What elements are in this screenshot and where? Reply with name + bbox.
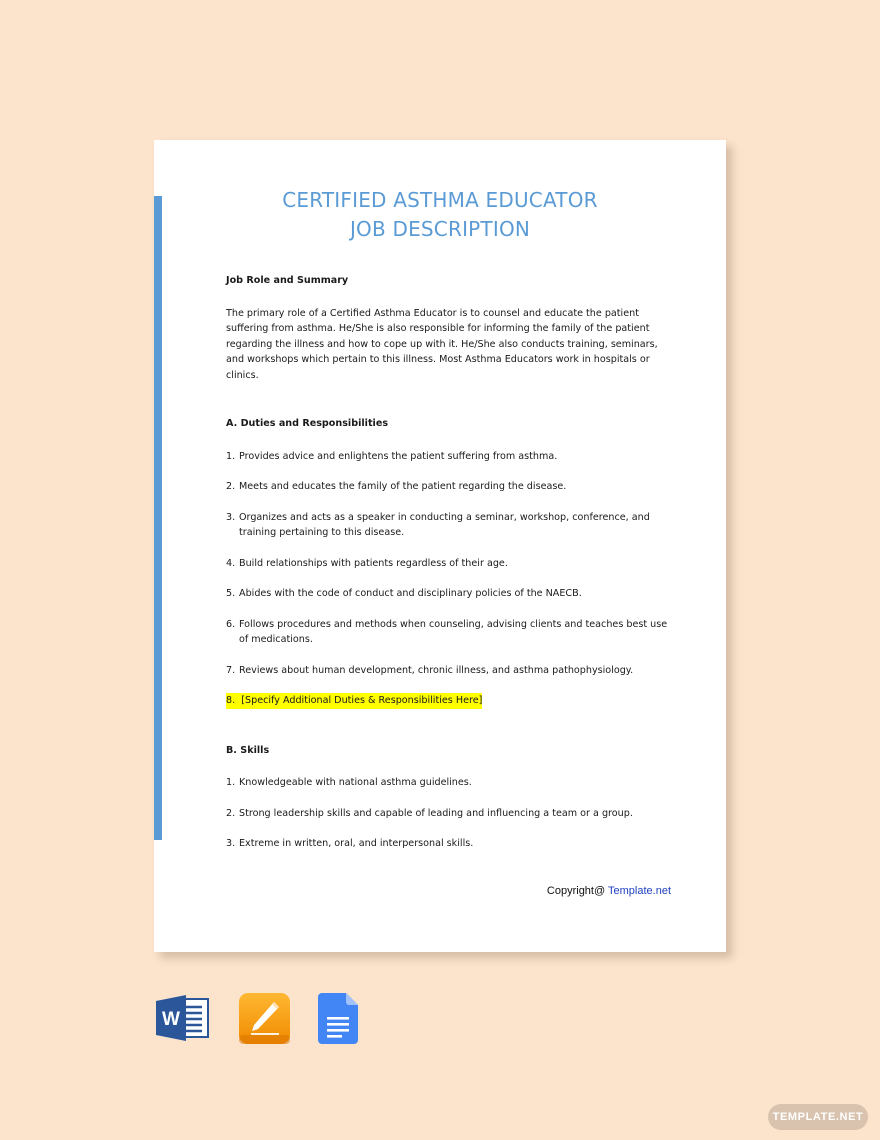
- accent-side-bar: [154, 196, 162, 840]
- document-page: [154, 140, 726, 952]
- item-number: 2.: [226, 807, 236, 819]
- copyright-notice: [547, 885, 671, 897]
- item-number: 6.: [226, 618, 236, 630]
- list-item: [226, 479, 676, 495]
- skills-list: [226, 775, 676, 852]
- item-number: 5.: [226, 588, 236, 599]
- item-number: 3.: [226, 838, 236, 849]
- svg-text:W: W: [162, 1009, 180, 1030]
- item-text: Strong leadership skills and capable of leading and influencing a team or a group.: [239, 807, 633, 819]
- item-number: 4.: [226, 557, 236, 569]
- item-text: Reviews about human development, chronic illness, and asthma pathophysiology.: [239, 664, 634, 676]
- word-icon[interactable]: [156, 995, 210, 1041]
- list-item: [226, 617, 676, 648]
- document-body: [226, 273, 676, 852]
- item-number: 1.: [226, 450, 236, 462]
- item-number: 1.: [226, 777, 236, 788]
- item-text: Knowledgeable with national asthma guidelines.: [239, 777, 472, 788]
- list-item: [226, 510, 676, 541]
- item-text: Follows procedures and methods when counseling, advising clients and teaches best use of medications.: [239, 618, 668, 645]
- item-text: Provides advice and enlightens the patient suffering from asthma.: [239, 450, 558, 462]
- title-line-1: CERTIFIED ASTHMA EDUCATOR: [282, 188, 598, 212]
- item-number: 2.: [226, 481, 236, 492]
- item-text: Meets and educates the family of the patient regarding the disease.: [239, 481, 567, 492]
- copyright-link[interactable]: Template.net: [608, 885, 671, 897]
- copyright-label: Copyright@: [546, 885, 606, 897]
- title-line-2: JOB DESCRIPTION: [349, 217, 531, 241]
- item-number: 3.: [226, 511, 236, 523]
- template-net-watermark: TEMPLATE.NET: [768, 1104, 868, 1130]
- document-title: [154, 186, 726, 244]
- list-item: [226, 806, 676, 822]
- item-text: Extreme in written, oral, and interpersonal skills.: [239, 838, 474, 849]
- item-text: Abides with the code of conduct and disciplinary policies of the NAECB.: [239, 588, 582, 599]
- item-text: Build relationships with patients regardless of their age.: [239, 557, 508, 569]
- duties-heading: A. Duties and Responsibilities: [226, 418, 389, 429]
- list-item: [226, 775, 676, 791]
- list-item: [226, 556, 676, 572]
- list-item: [226, 836, 676, 852]
- list-item: [226, 449, 676, 465]
- skills-heading: B. Skills: [226, 744, 270, 756]
- pages-icon[interactable]: [239, 993, 290, 1044]
- summary-paragraph: The primary role of a Certified Asthma Educator is to counsel and educate the patient suffering from asthma. He/She is also responsible for informing the family of the patient regarding the illness and how to cope up with it. He/She also conducts training, seminars, and workshops which pertain to this illness. Most Asthma Educators work in hospitals or clinics.: [226, 307, 658, 381]
- google-docs-icon[interactable]: [318, 993, 358, 1044]
- item-number: 8.: [226, 695, 236, 706]
- list-item-placeholder: [226, 693, 676, 709]
- list-item: [226, 663, 676, 679]
- item-text-highlighted: [Specify Additional Duties & Responsibilities Here]: [241, 695, 483, 706]
- item-text: Organizes and acts as a speaker in conducting a seminar, workshop, conference, and training pertaining to this disease.: [239, 511, 650, 538]
- summary-heading: Job Role and Summary: [226, 275, 349, 286]
- duties-list: [226, 449, 676, 709]
- item-number: 7.: [226, 664, 236, 676]
- list-item: [226, 586, 676, 602]
